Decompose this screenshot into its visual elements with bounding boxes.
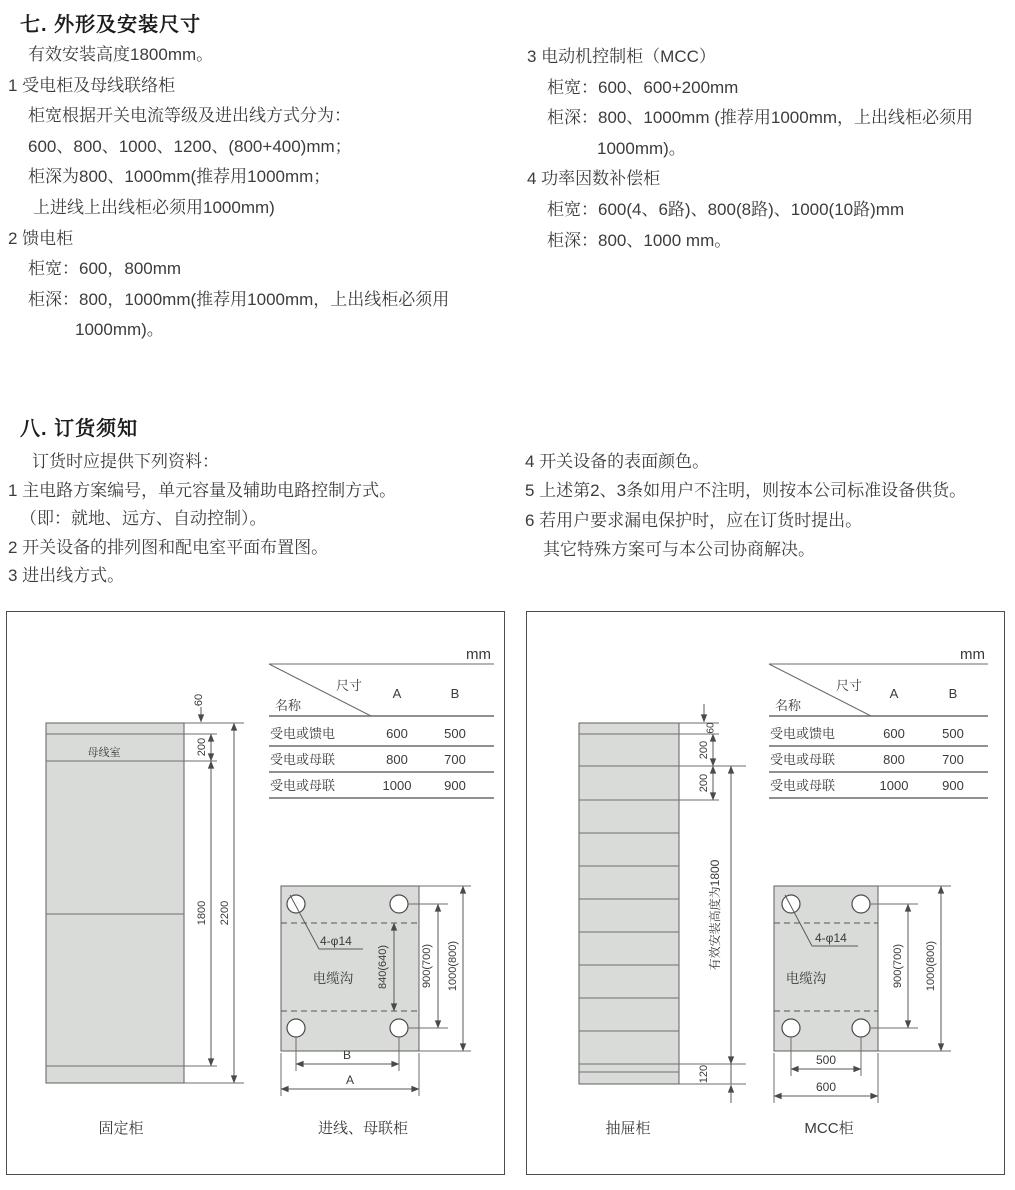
text-line: 3 电动机控制柜（MCC）	[527, 47, 716, 66]
row-name: 受电或母联	[270, 752, 336, 767]
text-line: 2 开关设备的排列图和配电室平面布置图。	[8, 537, 329, 557]
dim-label-2200: 2200	[219, 900, 231, 926]
table-header-name: 名称	[774, 698, 802, 713]
text-line: 其它特殊方案可与本公司协商解决。	[543, 540, 815, 560]
text-line: 6 若用户要求漏电保护时，应在订货时提出。	[525, 510, 863, 530]
table-row	[770, 778, 964, 793]
text-line: 4 开关设备的表面颜色。	[525, 452, 710, 471]
dim-label-840-640: 840(640)	[377, 944, 389, 990]
dim-label-200: 200	[196, 737, 208, 757]
table-col-b: B	[948, 686, 958, 701]
caption-incoming-buscoupler: 进线、母联柜	[317, 1120, 409, 1137]
table-row	[270, 778, 466, 793]
section8-left-column	[8, 448, 513, 591]
bolt-hole	[852, 1019, 870, 1037]
bolt-hole	[782, 895, 800, 913]
bolt-hole	[287, 895, 305, 913]
cabinet-outline	[46, 723, 184, 1083]
text-line: 柜宽根据开关电流等级及进出线方式分为：	[28, 106, 351, 126]
dim-label-900-700: 900(700)	[421, 943, 433, 989]
section8-heading: 八. 订货须知	[20, 418, 139, 440]
cable-trench-label: 电缆沟	[312, 971, 354, 986]
holes-label: 4-φ14	[320, 934, 352, 948]
table-row	[270, 726, 466, 741]
section8-right-column	[525, 447, 1015, 565]
section7-right-column	[527, 42, 1015, 256]
text-line: 600、800、1000、1200、(800+400)mm；	[28, 136, 352, 156]
row-name: 受电或馈电	[270, 726, 336, 741]
table-col-b: B	[450, 686, 460, 701]
table-col-a: A	[889, 686, 899, 701]
text-line: （即：就地、远方、自动控制）。	[20, 509, 267, 529]
dim-label-200-lower: 200	[698, 773, 710, 793]
bolt-hole	[287, 1019, 305, 1037]
dim-label-60: 60	[705, 722, 717, 734]
dim-label-b: B	[342, 1048, 352, 1062]
row-name: 受电或母联	[270, 778, 336, 793]
dim-label-1800: 1800	[196, 900, 208, 926]
dim-label-900-700: 900(700)	[892, 943, 904, 989]
dim-label-600: 600	[815, 1080, 837, 1094]
caption-fixed-cabinet: 固定柜	[98, 1120, 144, 1137]
table-row	[770, 726, 964, 741]
row-a: 600	[883, 726, 905, 741]
table-col-a: A	[392, 686, 402, 701]
section7-heading: 七. 外形及安装尺寸	[20, 14, 202, 36]
dim-label-120: 120	[698, 1064, 710, 1084]
diagram-panel-fixed-cabinet	[6, 611, 505, 1175]
bolt-hole	[782, 1019, 800, 1037]
row-b: 700	[942, 752, 964, 767]
row-name: 受电或母联	[770, 752, 836, 767]
text-line: 柜深为800、1000mm(推荐用1000mm；	[28, 167, 331, 187]
text-line: 订货时应提供下列资料：	[32, 452, 219, 471]
text-line: 1 主电路方案编号，单元容量及辅助电路控制方式。	[8, 480, 397, 500]
table-header-name: 名称	[274, 698, 302, 713]
dim-label-1000-800: 1000(800)	[925, 940, 937, 992]
fixed-cabinet-drawing	[7, 612, 504, 1174]
row-a: 600	[386, 726, 408, 741]
text-line: 柜宽：600，800mm	[28, 259, 182, 279]
dim-label-60: 60	[193, 693, 205, 707]
row-b: 900	[444, 778, 466, 793]
text-line: 1 受电柜及母线联络柜	[8, 75, 176, 95]
drawer-cabinet-outline	[579, 723, 679, 1084]
row-a: 1000	[382, 778, 412, 793]
table-header-dim: 尺寸	[335, 678, 363, 693]
caption-drawer-cabinet: 抽屉柜	[605, 1120, 651, 1137]
text-line: 1000mm)。	[597, 138, 686, 158]
table-row	[770, 752, 964, 767]
drawer-mcc-drawing	[527, 612, 1004, 1174]
text-line: 柜宽：600、600+200mm	[547, 77, 739, 97]
text-line: 上进线上出线柜必须用1000mm)	[33, 197, 275, 217]
table-row	[270, 752, 466, 767]
caption-mcc-cabinet: MCC柜	[804, 1120, 854, 1137]
row-a: 800	[386, 752, 408, 767]
text-line: 4 功率因数补偿柜	[527, 169, 661, 189]
holes-label: 4-φ14	[815, 931, 847, 945]
dim-label-a: A	[345, 1073, 355, 1087]
busbar-room-label: 母线室	[87, 747, 121, 759]
unit-label: mm	[466, 646, 491, 663]
row-name: 受电或母联	[770, 778, 836, 793]
cable-trench-label: 电缆沟	[785, 971, 827, 986]
diagram-panel-drawer-mcc	[526, 611, 1005, 1175]
section7-left-column	[8, 40, 513, 346]
text-line: 5 上述第2、3条如用户不注明，则按本公司标准设备供货。	[525, 481, 967, 501]
row-b: 500	[942, 726, 964, 741]
text-line: 柜宽：600(4、6路)、800(8路)、1000(10路)mm	[547, 199, 905, 219]
row-a: 800	[883, 752, 905, 767]
text-line: 3 进出线方式。	[8, 566, 125, 586]
row-b: 500	[444, 726, 466, 741]
bolt-hole	[852, 895, 870, 913]
row-b: 900	[942, 778, 964, 793]
text-line: 柜深：800，1000mm(推荐用1000mm，上出线柜必须用	[28, 289, 450, 309]
text-line: 有效安装高度1800mm。	[28, 45, 214, 64]
text-line: 柜深：800、1000mm (推荐用1000mm，上出线柜必须用	[547, 108, 974, 128]
text-line: 柜深：800、1000 mm。	[547, 230, 732, 250]
bolt-hole	[390, 895, 408, 913]
text-line: 1000mm)。	[75, 320, 164, 340]
dim-label-1000-800: 1000(800)	[447, 940, 459, 992]
dim-label-200-upper: 200	[698, 740, 710, 760]
dim-label-effective-height: 有效安装高度为1800	[708, 859, 722, 971]
table-header-dim: 尺寸	[835, 678, 863, 693]
row-name: 受电或馈电	[770, 726, 836, 741]
unit-label: mm	[960, 646, 985, 663]
bolt-hole	[390, 1019, 408, 1037]
text-line: 2 馈电柜	[8, 228, 74, 248]
row-a: 1000	[879, 778, 909, 793]
dim-label-500: 500	[815, 1053, 837, 1067]
row-b: 700	[444, 752, 466, 767]
